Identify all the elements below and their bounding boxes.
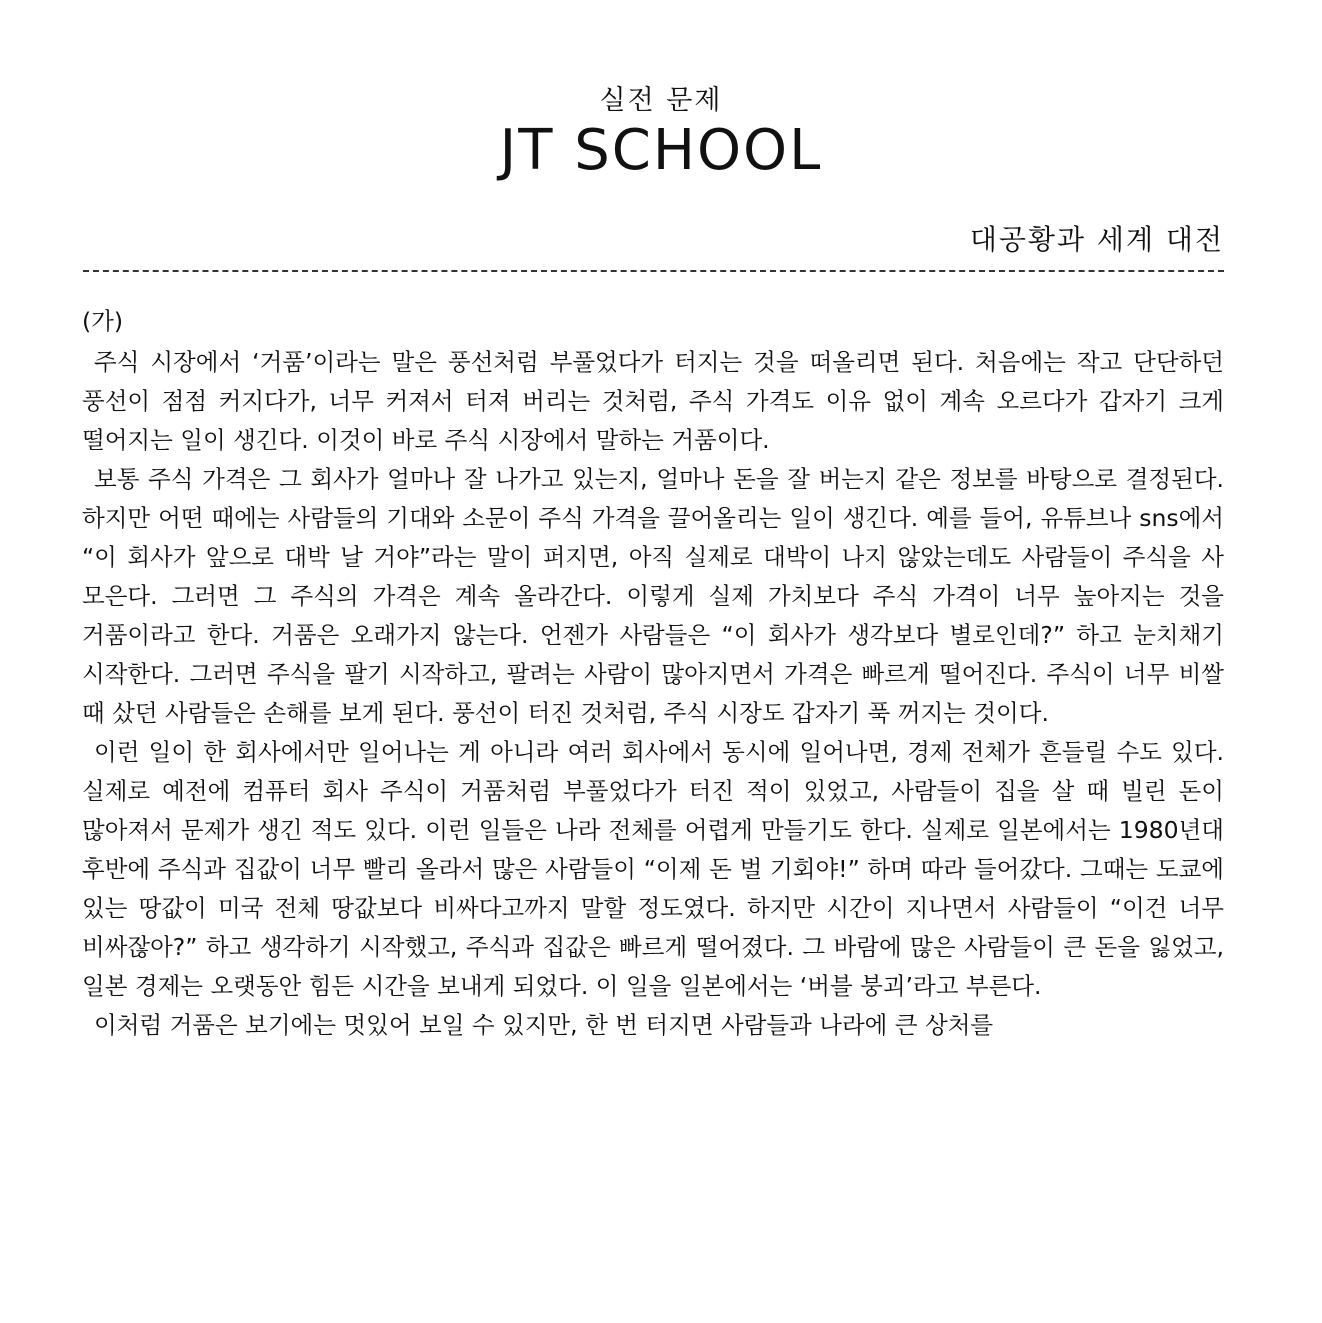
section-title: 대공황과 세계 대전 — [969, 223, 1224, 256]
paragraph: 보통 주식 가격은 그 회사가 얼마나 잘 나가고 있는지, 얼마나 돈을 잘 버는지 같은 정보를 바탕으로 결정된다. 하지만 어떤 때에는 사람들의 기대와 소문이 주식 가격을 끌어올리는 일이 생긴다. 예를 들어, 유튜브나 sns에서 “이 회사가 앞으로 대박 날 거야”라는 말이 퍼지면, 아직 실제로 대박이 나지 않았는데도 사람들이 주식을 사 모은다. 그러면 그 주식의 가격은 계속 올라간다. 이렇게 실제 가치보다 주식 가격이 너무 높아지는 것을 거품이라고 한다. 거품은 오래가지 않는다. 언젠가 사람들은 “이 회사가 생각보다 별로인데?” 하고 눈치채기 시작한다. 그러면 주식을 팔기 시작하고, 팔려는 사람이 많아지면서 가격은 빠르게 떨어진다. 주식이 너무 비쌀 때 샀던 사람들은 손해를 보게 된다. 풍선이 터진 것처럼, 주식 시장도 갑자기 푹 꺼지는 것이다. — [82, 465, 1224, 727]
dashed-divider — [83, 270, 1224, 272]
page-header — [0, 84, 1322, 184]
passage-body — [82, 302, 1224, 1045]
page-subtitle: 실전 문제 — [599, 85, 723, 116]
page-title: JT SCHOOL — [499, 118, 823, 183]
paragraph: 주식 시장에서 ‘거품’이라는 말은 풍선처럼 부풀었다가 터지는 것을 떠올리면 된다. 처음에는 작고 단단하던 풍선이 점점 커지다가, 너무 커져서 터져 버리는 것처럼, 주식 가격도 이유 없이 계속 오르다가 갑자기 크게 떨어지는 일이 생긴다. 이것이 바로 주식 시장에서 말하는 거품이다. — [82, 348, 1224, 454]
paragraph: 이처럼 거품은 보기에는 멋있어 보일 수 있지만, 한 번 터지면 사람들과 나라에 큰 상처를 — [94, 1011, 994, 1039]
passage-label: (가) — [82, 307, 124, 335]
paragraph: 이런 일이 한 회사에서만 일어나는 게 아니라 여러 회사에서 동시에 일어나면, 경제 전체가 흔들릴 수도 있다. 실제로 예전에 컴퓨터 회사 주식이 거품처럼 부풀었다가 터진 적이 있었고, 사람들이 집을 살 때 빌린 돈이 많아져서 문제가 생긴 적도 있다. 이런 일들은 나라 전체를 어렵게 만들기도 한다. 실제로 일본에서는 1980년대 후반에 주식과 집값이 너무 빨리 올라서 많은 사람들이 “이제 돈 벌 기회야!” 하며 따라 들어갔다. 그때는 도쿄에 있는 땅값이 미국 전체 땅값보다 비싸다고까지 말할 정도였다. 하지만 시간이 지나면서 사람들이 “이건 너무 비싸잖아?” 하고 생각하기 시작했고, 주식과 집값은 빠르게 떨어졌다. 그 바람에 많은 사람들이 큰 돈을 잃었고, 일본 경제는 오랫동안 힘든 시간을 보내게 되었다. 이 일을 일본에서는 ‘버블 붕괴’라고 부른다. — [82, 738, 1224, 1000]
